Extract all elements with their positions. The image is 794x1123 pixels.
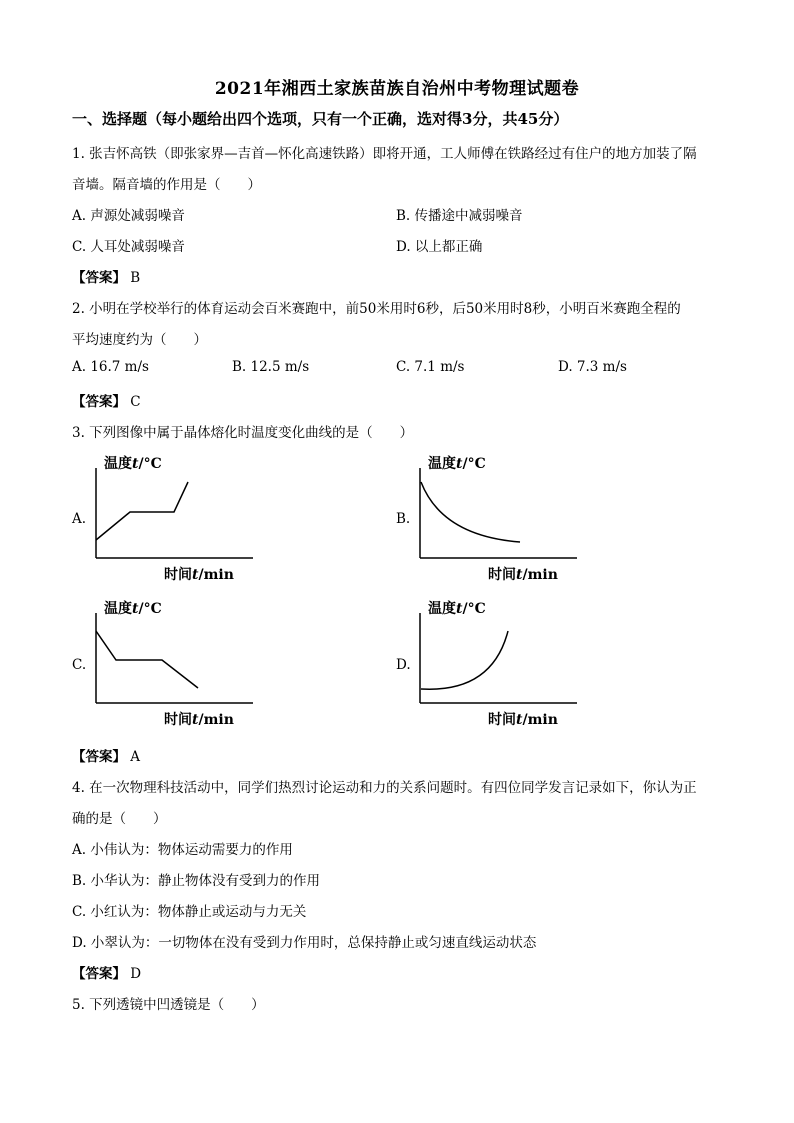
q2-answer-value: C bbox=[130, 394, 141, 410]
answer-tag: 【答案】 bbox=[72, 966, 126, 982]
q3-option-b-label: B. bbox=[396, 511, 411, 527]
graph-a bbox=[88, 468, 258, 568]
page-title: 2021年湘西土家族苗族自治州中考物理试题卷 bbox=[214, 79, 580, 99]
graph-a-y-label: 温度t/°C bbox=[104, 456, 162, 472]
q4-option-c: C. 小红认为：物体静止或运动与力无关 bbox=[72, 904, 307, 920]
graph-d-y-label: 温度t/°C bbox=[428, 601, 486, 617]
q4-answer bbox=[72, 962, 141, 982]
q4-stem-line2: 确的是（ ） bbox=[72, 811, 167, 827]
q3-stem: 3. 下列图像中属于晶体熔化时温度变化曲线的是（ ） bbox=[72, 425, 414, 441]
q4-option-a: A. 小伟认为：物体运动需要力的作用 bbox=[72, 842, 293, 858]
q5-stem: 5. 下列透镜中凹透镜是（ ） bbox=[72, 997, 265, 1013]
q3-option-d-label: D. bbox=[396, 657, 411, 673]
q2-option-a: A. 16.7 m/s bbox=[72, 359, 149, 375]
q1-stem-line2: 音墙。隔音墙的作用是（ ） bbox=[72, 177, 261, 193]
graph-a-curve bbox=[96, 482, 188, 540]
section-heading: 一、选择题（每小题给出四个选项，只有一个正确，选对得3分，共45分） bbox=[72, 110, 569, 128]
q2-stem-line1: 2. 小明在学校举行的体育运动会百米赛跑中，前50米用时6秒，后50米用时8秒，小明百米赛跑全程的 bbox=[72, 301, 681, 317]
graph-d-x-label: 时间t/min bbox=[488, 712, 558, 728]
q4-option-b: B. 小华认为：静止物体没有受到力的作用 bbox=[72, 873, 321, 889]
q1-option-b: B. 传播途中减弱噪音 bbox=[396, 208, 523, 224]
q2-option-d: D. 7.3 m/s bbox=[558, 359, 627, 375]
q4-answer-value: D bbox=[130, 966, 142, 982]
graph-c-y-label: 温度t/°C bbox=[104, 601, 162, 617]
answer-tag: 【答案】 bbox=[72, 394, 126, 410]
q4-stem-line1: 4. 在一次物理科技活动中，同学们热烈讨论运动和力的关系问题时。有四位同学发言记录如下，你认为正 bbox=[72, 780, 697, 796]
q2-stem-line2: 平均速度约为（ ） bbox=[72, 332, 207, 348]
answer-tag: 【答案】 bbox=[72, 270, 126, 286]
graph-b bbox=[412, 468, 582, 568]
q3-answer bbox=[72, 745, 140, 765]
graph-b-x-label: 时间t/min bbox=[488, 567, 558, 583]
q2-option-b: B. 12.5 m/s bbox=[232, 359, 310, 375]
graph-b-y-label: 温度t/°C bbox=[428, 456, 486, 472]
q1-stem-line1: 1. 张吉怀高铁（即张家界—吉首—怀化高速铁路）即将开通，工人师傅在铁路经过有住户的地方加装了隔 bbox=[72, 146, 697, 162]
q2-answer bbox=[72, 390, 141, 410]
graph-d-curve bbox=[421, 631, 508, 689]
graph-c-x-label: 时间t/min bbox=[164, 712, 234, 728]
q1-option-c: C. 人耳处减弱噪音 bbox=[72, 239, 185, 255]
q3-option-a-label: A. bbox=[72, 511, 87, 527]
graph-c bbox=[88, 613, 258, 713]
q1-answer-value: B bbox=[130, 270, 141, 286]
q3-answer-value: A bbox=[130, 749, 141, 765]
graph-d bbox=[412, 613, 582, 713]
graph-b-curve bbox=[421, 482, 520, 542]
graph-c-curve bbox=[96, 631, 198, 688]
q3-option-c-label: C. bbox=[72, 657, 87, 673]
q1-option-d: D. 以上都正确 bbox=[396, 239, 483, 255]
graph-a-x-label: 时间t/min bbox=[164, 567, 234, 583]
q2-option-c: C. 7.1 m/s bbox=[396, 359, 465, 375]
q4-option-d: D. 小翠认为：一切物体在没有受到力作用时，总保持静止或匀速直线运动状态 bbox=[72, 935, 537, 951]
q1-answer bbox=[72, 266, 140, 286]
answer-tag: 【答案】 bbox=[72, 749, 126, 765]
q1-option-a: A. 声源处减弱噪音 bbox=[72, 208, 185, 224]
